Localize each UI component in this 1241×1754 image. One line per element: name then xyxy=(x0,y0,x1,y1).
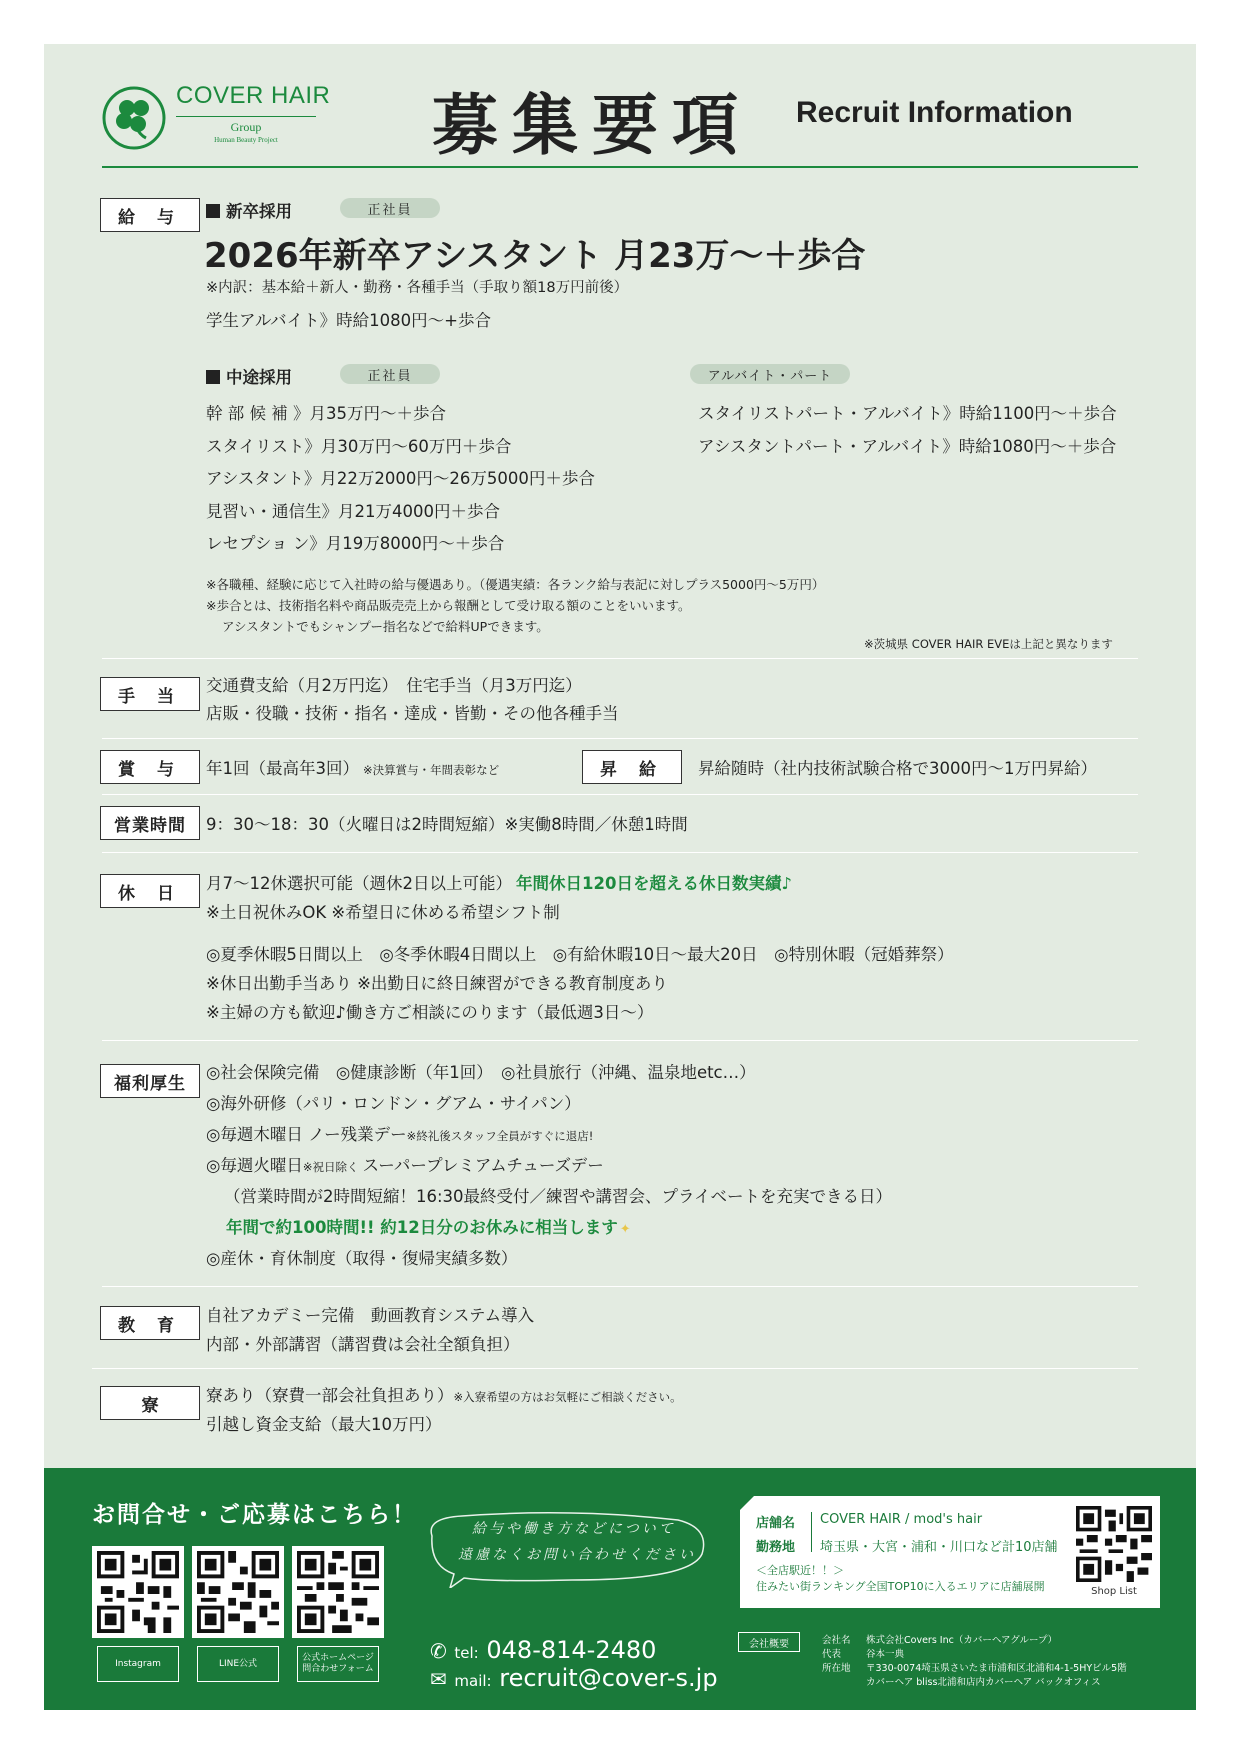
shop-area: 埼玉県・大宮・浦和・川口など計10店舗 xyxy=(820,1540,1058,1555)
hours-label: 営業時間 xyxy=(100,806,200,840)
rep-label: 代表 xyxy=(822,1649,842,1660)
logo-group: Group xyxy=(230,120,262,134)
line-qr-code[interactable] xyxy=(192,1546,284,1638)
no-overtime-note: ※終礼後スタッフ全員がすぐに退店! xyxy=(406,1129,594,1143)
mid-row-trainee: 見習い・通信生》月21万4000円＋歩合 xyxy=(206,502,500,521)
mid-row-executive: 幹 部 候 補 》月35万円～＋歩合 xyxy=(206,404,446,423)
welfare-line-2: ◎海外研修（パリ・ロンドン・グアム・サイパン） xyxy=(206,1094,581,1113)
divider xyxy=(102,1040,1138,1041)
shop-note-2: 住みたい街ランキング全国TOP10に入るエリアに店舗展開 xyxy=(756,1580,1045,1593)
salary-breakdown: ※内訳：基本給＋新人・勤務・各種手当（手取り額18万円前後） xyxy=(206,280,629,296)
holiday-line-4: ※休日出勤手当あり ※出勤日に終日練習ができる教育制度あり xyxy=(206,974,668,993)
student-part-time: 学生アルバイト》時給1080円～+歩合 xyxy=(206,311,492,330)
premium-tuesday: スーパープレミアムチューズデー xyxy=(362,1156,604,1175)
new-grad-headline: 2026年新卒アシスタント 月23万～＋歩合 xyxy=(204,236,866,276)
address-line-1: 〒330-0074埼玉県さいたま市浦和区北浦和4-1-5HYビル5階 xyxy=(866,1663,1127,1674)
clover-logo-icon xyxy=(102,86,166,150)
instagram-qr-code[interactable] xyxy=(92,1546,184,1638)
contact-heading: お問合せ・ご応募はこちら！ xyxy=(92,1502,417,1528)
company-overview-tag: 会社概要 xyxy=(738,1632,800,1652)
qr-code-icon xyxy=(297,1551,379,1633)
holiday-label: 休 日 xyxy=(100,874,200,908)
tuesday-note: ※祝日除く xyxy=(302,1160,359,1174)
mid-row-reception: レセプショ ン》月19万8000円～＋歩合 xyxy=(206,534,505,553)
instagram-caption: Instagram xyxy=(97,1646,179,1682)
address-label: 所在地 xyxy=(822,1663,851,1674)
mid-career-heading xyxy=(206,364,292,388)
welfare-line-4 xyxy=(206,1152,604,1176)
allowance-line-2: 店販・役職・技術・指名・達成・皆勤・その他各種手当 xyxy=(206,704,619,723)
phone-contact[interactable] xyxy=(430,1636,656,1664)
allowance-label: 手 当 xyxy=(100,677,200,711)
hours-text: 9：30～18：30（火曜日は2時間短縮）※実働8時間／休憩1時間 xyxy=(206,815,688,834)
divider xyxy=(92,1368,1138,1369)
logo-tagline: Human Beauty Project xyxy=(214,136,278,144)
tel-number: 048-814-2480 xyxy=(486,1636,657,1664)
welfare-label: 福利厚生 xyxy=(100,1064,200,1098)
raise-text: 昇給随時（社内技術試験合格で3000円～1万円昇給） xyxy=(698,759,1097,778)
company-name: 株式会社Covers Inc（カバーヘアグループ） xyxy=(866,1635,1058,1646)
rep-name: 谷本一典 xyxy=(866,1649,905,1660)
mid-career-heading-text: 中途採用 xyxy=(226,368,292,387)
dorm-label: 寮 xyxy=(100,1386,200,1420)
part-time-pill: アルバイト・パート xyxy=(690,364,850,384)
website-qr-code[interactable] xyxy=(292,1546,384,1638)
handwriting-line-1: 給与や働き方などについて xyxy=(472,1521,676,1537)
divider xyxy=(102,1286,1138,1287)
dorm-line-2: 引越し資金支給（最大10万円） xyxy=(206,1415,442,1434)
new-grad-heading-text: 新卒採用 xyxy=(226,202,292,221)
education-line-2: 内部・外部講習（講習費は会社全額負担） xyxy=(206,1335,520,1354)
salary-label: 給 与 xyxy=(100,198,200,232)
tuesday-label: ◎毎週火曜日 xyxy=(206,1156,303,1175)
holiday-line-3: ◎夏季休暇5日間以上 ◎冬季休暇4日間以上 ◎有給休暇10日～最大20日 ◎特別休暇（冠婚葬祭） xyxy=(206,945,954,964)
holiday-line-2: ※土日祝休みOK ※希望日に休める希望シフト制 xyxy=(206,903,560,922)
shop-name: COVER HAIR / mod's hair xyxy=(820,1512,983,1527)
page-title: 募集要項 xyxy=(432,86,752,164)
page-subtitle: Recruit Information xyxy=(796,96,1073,129)
ibaraki-note: ※茨城県 COVER HAIR EVEは上記と異なります xyxy=(864,637,1113,651)
holiday-highlight: 年間休日120日を超える休日数実績♪ xyxy=(516,874,792,893)
mid-row-stylist: スタイリスト》月30万円～60万円＋歩合 xyxy=(206,437,512,456)
holiday-line-1 xyxy=(206,870,792,894)
welfare-line-1: ◎社会保険完備 ◎健康診断（年1回） ◎社員旅行（沖縄、温泉地etc…） xyxy=(206,1063,756,1082)
divider xyxy=(102,658,1138,659)
welfare-line-3 xyxy=(206,1121,593,1145)
mail-icon: ✉ xyxy=(430,1667,447,1691)
handwriting-line-2: 遠慮なくお問い合わせください xyxy=(458,1547,696,1563)
square-bullet-icon xyxy=(206,204,220,218)
logo-divider xyxy=(176,116,316,117)
raise-label: 昇 給 xyxy=(582,750,682,784)
shop-area-label: 勤務地 xyxy=(756,1540,796,1555)
shop-list-caption: Shop List xyxy=(1091,1586,1137,1597)
salary-note-1: ※各職種、経験に応じて入社時の給与優遇あり。（優遇実績：各ランク給与表記に対しプラス5000円～5万円） xyxy=(206,577,825,592)
mid-career-employment-pill: 正社員 xyxy=(340,364,440,384)
sparkle-icon: ✦ xyxy=(619,1222,631,1237)
mail-address: recruit@cover-s.jp xyxy=(499,1664,718,1692)
no-overtime-day: ◎毎週木曜日 ノー残業デー xyxy=(206,1125,407,1144)
shop-name-label: 店舗名 xyxy=(756,1516,796,1531)
bonus-label: 賞 与 xyxy=(100,750,200,784)
divider xyxy=(102,852,1138,853)
holiday-line-5: ※主婦の方も歓迎♪働き方ご相談にのります（最低週3日～） xyxy=(206,1003,654,1022)
education-label: 教 育 xyxy=(100,1306,200,1340)
welfare-line-6 xyxy=(226,1214,631,1238)
logo-name: COVER HAIR xyxy=(176,82,331,109)
bonus-note: ※決算賞与・年間表彰など xyxy=(363,763,500,777)
salary-note-2: ※歩合とは、技術指名料や商品販売売上から報酬として受け取る額のことをいいます。 xyxy=(206,598,691,613)
mail-contact[interactable] xyxy=(430,1664,718,1692)
dorm-note: ※入寮希望の方はお気軽にご相談ください。 xyxy=(453,1390,682,1404)
header-divider xyxy=(102,166,1138,168)
allowance-line-1: 交通費支給（月2万円迄） 住宅手当（月3万円迄） xyxy=(206,676,582,695)
tel-label: tel: xyxy=(454,1644,479,1662)
shop-info-divider xyxy=(811,1512,812,1552)
dorm-line-1 xyxy=(206,1382,682,1406)
bonus-text xyxy=(206,755,499,779)
holiday-hours-highlight: 年間で約100時間!! 約12日分のお休みに相当します xyxy=(226,1218,618,1237)
mid-row-assistant: アシスタント》月22万2000円～26万5000円＋歩合 xyxy=(206,469,595,488)
new-grad-employment-pill: 正社員 xyxy=(340,198,440,218)
welfare-line-7: ◎産休・育休制度（取得・復帰実績多数） xyxy=(206,1249,518,1268)
divider xyxy=(102,738,1138,739)
dorm-available: 寮あり（寮費一部会社負担あり） xyxy=(206,1386,454,1405)
phone-icon: ✆ xyxy=(430,1639,447,1663)
qr-code-icon xyxy=(197,1551,279,1633)
divider xyxy=(102,794,1138,795)
part-row-assistant: アシスタントパート・アルバイト》時給1080円～＋歩合 xyxy=(698,437,1117,456)
shop-note-1: ＜全店駅近！！＞ xyxy=(756,1564,844,1577)
part-row-stylist: スタイリストパート・アルバイト》時給1100円～＋歩合 xyxy=(698,404,1117,423)
company-logo xyxy=(102,82,331,192)
website-caption: 公式ホームページ 問合わせフォーム xyxy=(297,1646,379,1682)
new-grad-heading xyxy=(206,198,292,222)
salary-note-3: アシスタントでもシャンプー指名などで給料UPできます。 xyxy=(222,619,549,634)
square-bullet-icon xyxy=(206,370,220,384)
education-line-1: 自社アカデミー完備 動画教育システム導入 xyxy=(206,1306,535,1325)
welfare-line-5: （営業時間が2時間短縮！16:30最終受付／練習や講習会、プライベートを充実できる日） xyxy=(224,1187,893,1206)
mail-label: mail: xyxy=(454,1672,492,1690)
company-name-label: 会社名 xyxy=(822,1635,851,1646)
recruit-sheet xyxy=(44,44,1196,1710)
contact-footer xyxy=(44,1468,1196,1710)
address-line-2: カバーヘア bliss北浦和店内カバーヘア バックオフィス xyxy=(866,1677,1101,1688)
line-caption: LINE公式 xyxy=(197,1646,279,1682)
corner-accent xyxy=(740,1496,754,1510)
shop-info-box xyxy=(740,1496,1160,1608)
bonus-value: 年1回（最高年3回） xyxy=(206,759,359,778)
shop-list-qr-code[interactable] xyxy=(1076,1506,1152,1582)
qr-code-icon xyxy=(97,1551,179,1633)
holiday-selection: 月7～12休選択可能（週休2日以上可能） xyxy=(206,874,512,893)
